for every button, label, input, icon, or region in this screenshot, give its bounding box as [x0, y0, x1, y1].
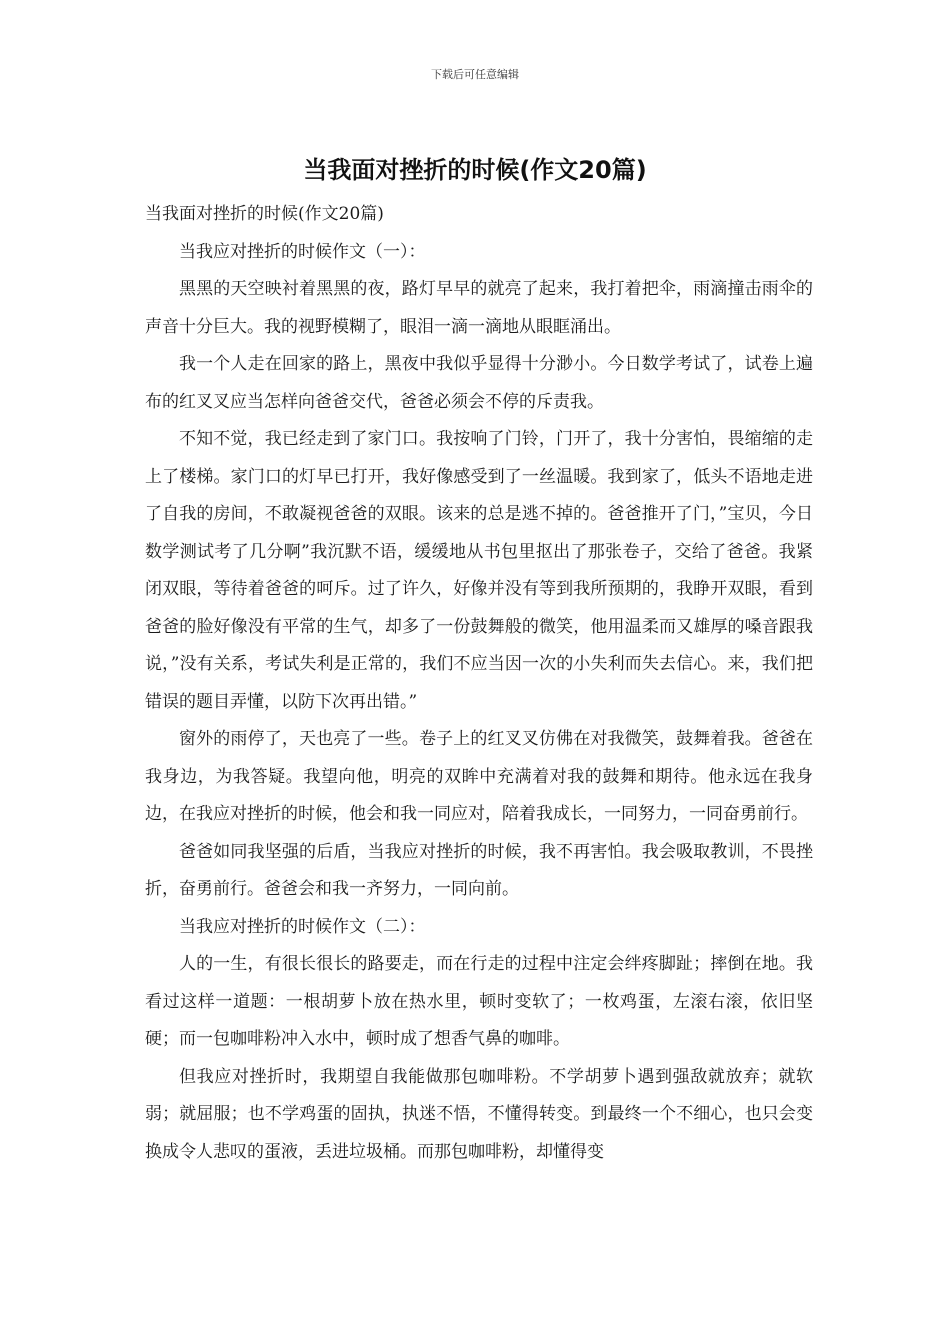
document-title: 当我面对挫折的时候(作文20篇): [303, 156, 647, 184]
paragraph: 爸爸如同我坚强的后盾，当我应对挫折的时候，我不再害怕。我会吸取教训，不畏挫折，奋勇前行。爸爸会和我一齐努力，一同向前。: [145, 841, 813, 899]
section-heading-1: 当我应对挫折的时候作文（一）：: [179, 241, 426, 262]
document-subtitle: 当我面对挫折的时候(作文20篇): [145, 204, 384, 224]
paragraph: 我一个人走在回家的路上，黑夜中我似乎显得十分渺小。今日数学考试了，试卷上遍布的红叉叉应当怎样向爸爸交代，爸爸必须会不停的斥责我。: [145, 354, 813, 412]
paragraph: 不知不觉，我已经走到了家门口。我按响了门铃，门开了，我十分害怕，畏缩缩的走上了楼梯。家门口的灯早已打开，我好像感受到了一丝温暖。我到家了，低头不语地走进了自我的房间，不敢凝视爸爸的双眼。该来的总是逃不掉的。爸爸推开了门，”宝贝，今日数学测试考了几分啊”我沉默不语，缓缓地从书包里抠出了那张卷子，交给了爸爸。我紧闭双眼，等待着爸爸的呵斥。过了许久，好像并没有等到我所预期的，我睁开双眼，看到爸爸的脸好像没有平常的生气，却多了一份鼓舞般的微笑，他用温柔而又雄厚的嗓音跟我说，”没有关系，考试失利是正常的，我们不应当因一次的小失利而失去信心。来，我们把错误的题目弄懂，以防下次再出错。”: [145, 429, 813, 712]
paragraph: 黑黑的天空映衬着黑黑的夜，路灯早早的就亮了起来，我打着把伞，雨滴撞击雨伞的声音十分巨大。我的视野模糊了，眼泪一滴一滴地从眼眶涌出。: [145, 279, 813, 337]
section-heading-2: 当我应对挫折的时候作文（二）：: [179, 916, 426, 937]
header-note: 下载后可任意编辑: [431, 68, 519, 81]
paragraph: 人的一生，有很长很长的路要走，而在行走的过程中注定会绊疼脚趾；摔倒在地。我看过这样一道题：一根胡萝卜放在热水里，顿时变软了；一枚鸡蛋，左滚右滚，依旧坚硬；而一包咖啡粉冲入水中，顿时成了想香气鼻的咖啡。: [145, 954, 813, 1049]
paragraph: 但我应对挫折时，我期望自我能做那包咖啡粉。不学胡萝卜遇到强敌就放弃；就软弱；就屈服；也不学鸡蛋的固执，执迷不悟，不懂得转变。到最终一个不细心，也只会变换成令人悲叹的蛋液，丢进垃圾桶。而那包咖啡粉，却懂得变: [145, 1066, 813, 1162]
document-body: [145, 196, 813, 1171]
paragraph: 窗外的雨停了，天也亮了一些。卷子上的红叉叉仿佛在对我微笑，鼓舞着我。爸爸在我身边，为我答疑。我望向他，明亮的双眸中充满着对我的鼓舞和期待。他永远在我身边，在我应对挫折的时候，他会和我一同应对，陪着我成长，一同努力，一同奋勇前行。: [145, 729, 813, 824]
